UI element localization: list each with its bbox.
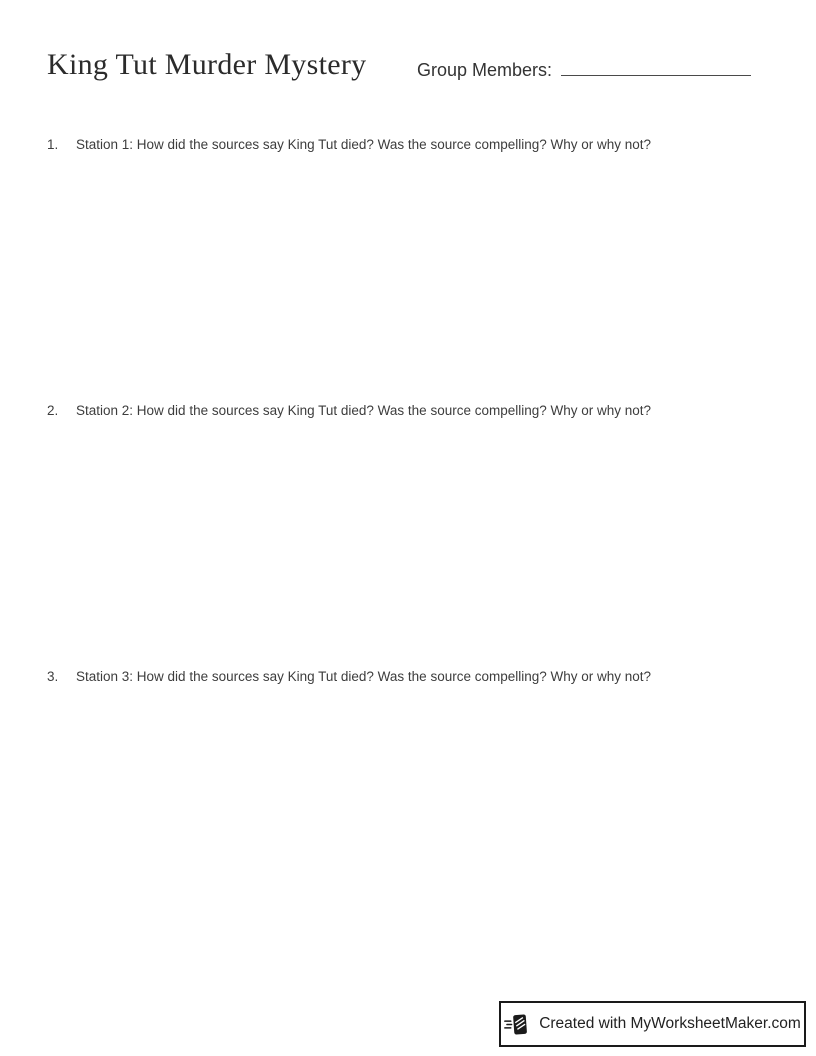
question-1 xyxy=(47,135,769,401)
question-3-number: 3. xyxy=(47,669,59,684)
question-1-answer-space[interactable] xyxy=(47,155,769,401)
credit-text: Created with MyWorksheetMaker.com xyxy=(539,1015,801,1032)
group-members-label: Group Members: xyxy=(417,60,553,80)
question-1-number: 1. xyxy=(47,137,59,152)
question-2-row xyxy=(47,401,769,421)
question-1-row xyxy=(47,135,769,155)
question-2-answer-space[interactable] xyxy=(47,421,769,667)
group-members-field xyxy=(417,52,751,81)
question-3-text: Station 3: How did the sources say King Tut died? Was the source compelling? Why or why not? xyxy=(76,669,652,684)
question-3-row xyxy=(47,667,769,687)
question-3-answer-space[interactable] xyxy=(47,687,769,967)
question-2-number: 2. xyxy=(47,403,59,418)
question-1-text: Station 1: How did the sources say King Tut died? Was the source compelling? Why or why not? xyxy=(76,137,652,152)
worksheet-maker-credit-badge[interactable] xyxy=(499,1001,806,1047)
question-3 xyxy=(47,667,769,967)
worksheet-title: King Tut Murder Mystery xyxy=(47,48,367,81)
flying-worksheet-logo-icon xyxy=(504,1011,531,1038)
group-members-blank-line[interactable] xyxy=(561,52,751,76)
question-2 xyxy=(47,401,769,667)
question-2-text: Station 2: How did the sources say King Tut died? Was the source compelling? Why or why not? xyxy=(76,403,652,418)
